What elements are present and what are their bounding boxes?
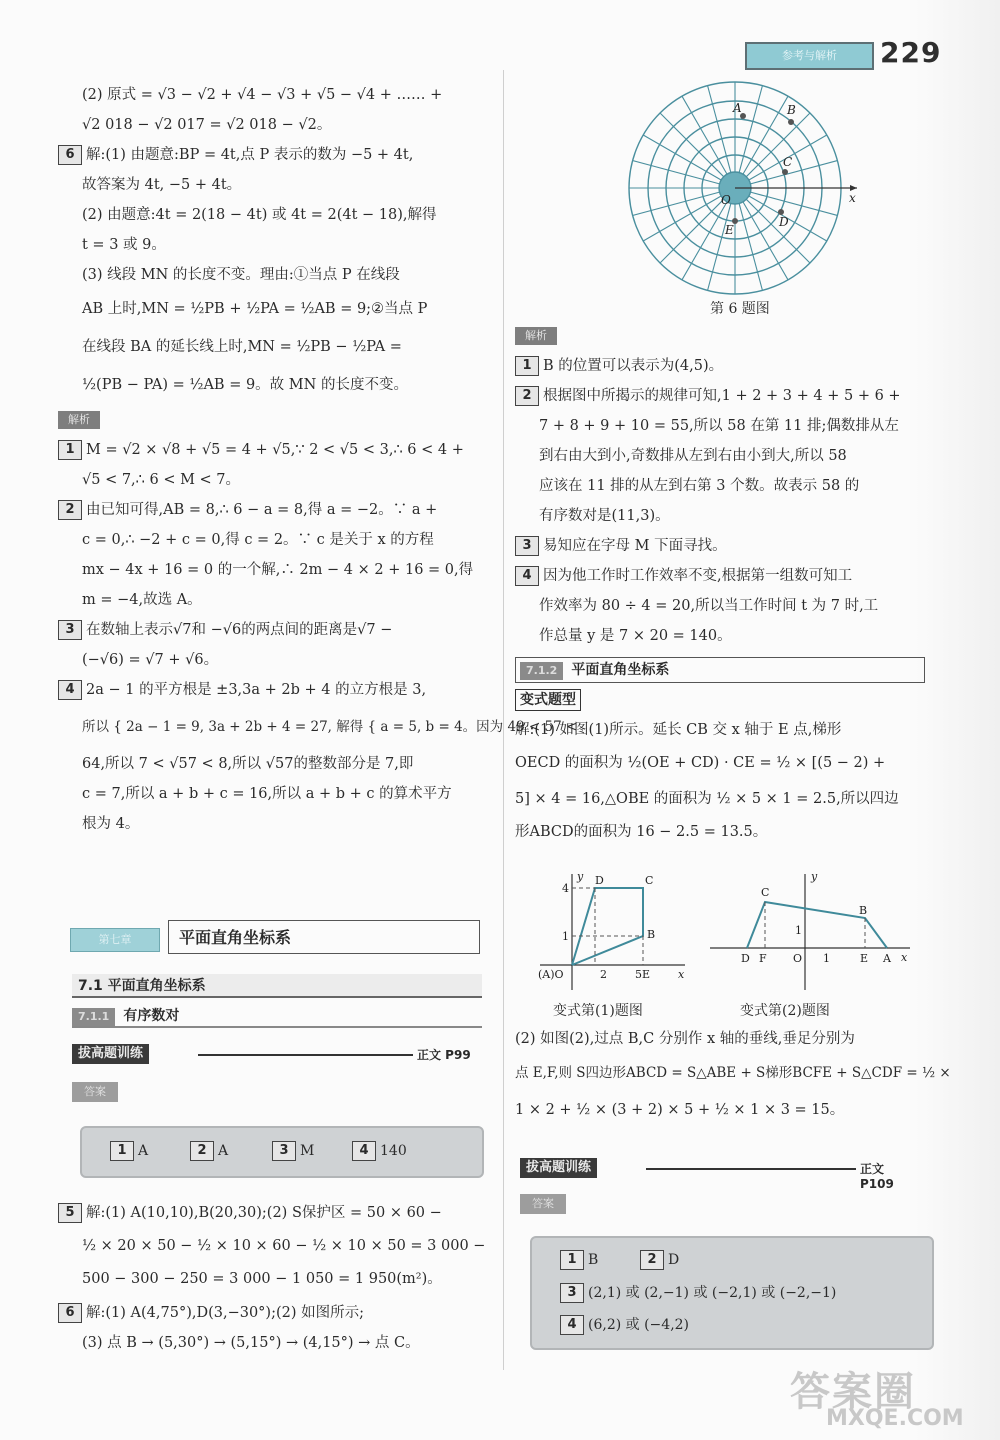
tick-label: 4 — [562, 882, 569, 895]
answer-item — [190, 1141, 228, 1161]
question-number: 1 — [58, 440, 82, 460]
label-b: B — [647, 928, 656, 941]
text-line: (3) 线段 MN 的长度不变。理由:①当点 P 在线段 — [82, 267, 400, 283]
text-line: 5] × 4 = 16,△OBE 的面积为 ½ × 5 × 1 = 2.5,所以四边 — [515, 791, 899, 807]
label-o: O — [793, 952, 803, 965]
text-line: m = −4,故选 A。 — [82, 592, 202, 608]
section-title: 7.1 平面直角坐标系 — [72, 974, 482, 998]
label-y: y — [577, 870, 584, 883]
section-label: 平面直角坐标系 — [571, 662, 670, 678]
page-number: 229 — [880, 36, 942, 69]
question-number: 1 — [515, 356, 539, 376]
answer-box — [80, 1126, 484, 1178]
point-b — [788, 119, 794, 125]
analysis-label: 解析 — [58, 411, 100, 429]
label-f: F — [759, 952, 767, 965]
left-bottom-block — [58, 1198, 486, 1358]
text-line: OECD 的面积为 ½(OE + CD) · CE = ½ × [(5 − 2) + — [515, 755, 886, 771]
polar-spoke — [743, 96, 788, 174]
question-number: 2 — [515, 386, 539, 406]
subsection-label: 有序数对 — [123, 1008, 180, 1024]
textbook-ref: 正文 P99 — [417, 1048, 471, 1062]
text-line: 因为他工作时工作效率不变,根据第一组数可知工 — [543, 568, 853, 584]
label-x: x — [849, 191, 856, 205]
figure-caption: 第 6 题图 — [710, 301, 770, 317]
question-number: 3 — [515, 536, 539, 556]
answer-item — [560, 1282, 836, 1303]
text-line: (2) 原式 = √3 − √2 + √4 − √3 + √5 − √4 + …… + — [82, 87, 443, 103]
text-line: 解:(1) A(4,75°),D(3,−30°);(2) 如图所示; — [86, 1305, 365, 1321]
text-line: 到右由大到小,奇数排从左到右由小到大,所以 58 — [539, 448, 847, 464]
label-e: E — [725, 223, 734, 237]
chapter-header — [70, 920, 482, 956]
polar-spoke — [682, 202, 727, 280]
variant-figure-1 — [535, 870, 690, 995]
text-line: (3) 点 B → (5,30°) → (5,15°) → (4,15°) → 点 C。 — [82, 1335, 420, 1351]
training-header — [72, 1044, 482, 1066]
answer-item — [560, 1250, 598, 1270]
chapter-title: 平面直角坐标系 — [168, 920, 480, 954]
chapter-tag: 第七章 — [70, 928, 160, 952]
training-arrow — [198, 1054, 413, 1056]
label-a: (A)O — [538, 968, 564, 981]
answer-item — [110, 1141, 148, 1161]
answer-tag: 答案 — [72, 1082, 118, 1102]
right-bottom-block — [515, 1024, 951, 1128]
watermark-text: 答案圈 — [790, 1369, 916, 1415]
tick-label: 2 — [600, 968, 607, 981]
label-y: y — [811, 870, 818, 883]
answer-value: D — [668, 1252, 680, 1268]
text-line: (2) 由题意:4t = 2(18 − 4t) 或 4t = 2(4t − 18),解得 — [82, 207, 437, 223]
polar-spoke — [682, 96, 727, 174]
answer-number: 4 — [560, 1315, 584, 1335]
watermark-url: MXQE.COM — [826, 1406, 964, 1431]
text-line: c = 7,所以 a + b + c = 16,所以 a + b + c 的算术平方 — [82, 786, 452, 802]
question-number: 3 — [58, 620, 82, 640]
training-label: 拔高题训练 — [520, 1158, 597, 1178]
label-b: B — [859, 904, 868, 917]
text-line: 7 + 8 + 9 + 10 = 55,所以 58 在第 11 排;偶数排从左 — [539, 418, 899, 434]
label-c: C — [761, 886, 770, 899]
section-number: 7.1.2 — [520, 662, 563, 680]
text-line: 所以 { 2a − 1 = 9, 3a + 2b + 4 = 27, 解得 { a = 5, b = 4。因为 49 < 57 < — [82, 719, 578, 735]
text-line: (2) 如图(2),过点 B,C 分别作 x 轴的垂线,垂足分别为 — [515, 1031, 855, 1047]
tick-label: 5E — [635, 968, 651, 981]
text-line: 解:(1) A(10,10),B(20,30);(2) S保护区 = 50 × 60 − — [86, 1205, 442, 1221]
answer-number: 4 — [352, 1141, 376, 1161]
label-d: D — [779, 215, 789, 229]
question-number: 2 — [58, 500, 82, 520]
answer-value: A — [138, 1143, 149, 1159]
analysis-label: 解析 — [515, 327, 557, 345]
text-line: t = 3 或 9。 — [82, 237, 166, 253]
text-line: 应该在 11 排的从左到右第 3 个数。故表示 58 的 — [539, 478, 860, 494]
text-line: 解:(1) 如图(1)所示。延长 CB 交 x 轴于 E 点,梯形 — [515, 722, 842, 738]
text-line: 2a − 1 的平方根是 ±3,3a + 2b + 4 的立方根是 3, — [86, 682, 427, 698]
variant-figure-2 — [705, 870, 915, 995]
text-line: √2 018 − √2 017 = √2 018 − √2。 — [82, 117, 332, 133]
polar-spoke — [643, 196, 721, 241]
text-line: 在线段 BA 的延长线上时,MN = ½PB − ½PA = — [82, 339, 402, 355]
question-number: 6 — [58, 1303, 82, 1323]
text-line: 易知应在字母 M 下面寻找。 — [543, 538, 727, 554]
polar-spoke — [643, 135, 721, 180]
answer-item — [560, 1314, 689, 1335]
training-header — [520, 1158, 920, 1191]
label-c: C — [645, 874, 654, 887]
subsection-title — [72, 1004, 482, 1028]
training-label: 拔高题训练 — [72, 1044, 149, 1064]
text-line: 64,所以 7 < √57 < 8,所以 √57的整数部分是 7,即 — [82, 756, 414, 772]
label-x: x — [678, 968, 685, 981]
text-line: M = √2 × √8 + √5 = 4 + √5,∵ 2 < √5 < 3,∴ 6 < 4 + — [86, 442, 464, 458]
watermark — [790, 1360, 964, 1431]
text-line: mx − 4x + 16 = 0 的一个解,∴ 2m − 4 × 2 + 16 = 0,得 — [82, 562, 474, 578]
header-tag: 参考与解析 — [745, 42, 874, 70]
text-line: ½ × 20 × 50 − ½ × 10 × 60 − ½ × 10 × 50 = 3 000 − — [82, 1238, 486, 1254]
answer-box — [530, 1236, 934, 1350]
label-b: B — [787, 103, 796, 117]
label-a: A — [733, 101, 742, 115]
textbook-ref: 正文 P109 — [860, 1162, 894, 1191]
question-number: 6 — [58, 145, 82, 165]
text-line: 有序数对是(11,3)。 — [539, 508, 670, 524]
quadrilateral-abcd — [572, 888, 643, 965]
answer-number: 2 — [640, 1250, 664, 1270]
polar-grid-figure — [625, 78, 865, 298]
label-d: D — [741, 952, 750, 965]
label-d: D — [595, 874, 604, 887]
text-line: 作效率为 80 ÷ 4 = 20,所以当工作时间 t 为 7 时,工 — [539, 598, 879, 614]
text-line: AB 上时,MN = ½PB + ½PA = ½AB = 9;②当点 P — [82, 301, 428, 317]
text-line: (−√6) = √7 + √6。 — [82, 652, 219, 668]
answer-number: 3 — [560, 1283, 584, 1303]
text-line: 根据图中所揭示的规律可知,1 + 2 + 3 + 4 + 5 + 6 + — [543, 388, 901, 404]
text-line: 500 − 300 − 250 = 3 000 − 1 050 = 1 950(m²)。 — [82, 1271, 442, 1287]
label-c: C — [783, 155, 793, 169]
tick-label: 1 — [823, 952, 830, 965]
answer-number: 3 — [272, 1141, 296, 1161]
figure-caption: 变式第(1)题图 — [553, 1003, 643, 1019]
text-line: 由已知可得,AB = 8,∴ 6 − a = 8,得 a = −2。∵ a + — [86, 502, 438, 518]
text-line: 故答案为 4t, −5 + 4t。 — [82, 177, 242, 193]
text-line: 根为 4。 — [82, 816, 140, 832]
text-line: 解:(1) 由题意:BP = 4t,点 P 表示的数为 −5 + 4t, — [86, 147, 414, 163]
tick-label: 1 — [795, 924, 802, 937]
label-x: x — [901, 951, 908, 964]
answer-item — [352, 1141, 407, 1161]
answer-item — [640, 1250, 679, 1270]
question-number: 4 — [515, 566, 539, 586]
question-number: 4 — [58, 680, 82, 700]
answer-item — [272, 1141, 314, 1161]
answer-number: 1 — [110, 1141, 134, 1161]
label-a: A — [883, 952, 891, 965]
section-title — [515, 657, 925, 683]
answer-value: M — [300, 1143, 315, 1159]
answer-value: 140 — [380, 1143, 407, 1159]
text-line: √5 < 7,∴ 6 < M < 7。 — [82, 472, 241, 488]
text-line: ½(PB − PA) = ½AB = 9。故 MN 的长度不变。 — [82, 377, 408, 393]
point-c — [782, 169, 788, 175]
answer-number: 1 — [560, 1250, 584, 1270]
question-number: 5 — [58, 1203, 82, 1223]
tick-label: 1 — [562, 930, 569, 943]
answer-value: (2,1) 或 (2,−1) 或 (−2,1) 或 (−2,−1) — [588, 1285, 837, 1301]
label-o: O — [721, 193, 731, 207]
answer-value: A — [218, 1143, 229, 1159]
text-line: 1 × 2 + ½ × (3 + 2) × 5 + ½ × 1 × 3 = 15。 — [515, 1102, 845, 1118]
text-line: B 的位置可以表示为(4,5)。 — [543, 358, 724, 374]
label-e: E — [860, 952, 869, 965]
text-line: 点 E,F,则 S四边形ABCD = S△ABE + S梯形BCFE + S△CDF = ½ × — [515, 1065, 951, 1081]
answer-value: (6,2) 或 (−4,2) — [588, 1317, 690, 1333]
text-line: 作总量 y 是 7 × 20 = 140。 — [539, 628, 732, 644]
text-line: 形ABCD的面积为 16 − 2.5 = 13.5。 — [515, 824, 768, 840]
answer-value: B — [588, 1252, 599, 1268]
text-line: 在数轴上表示√7和 −√6的两点间的距离是√7 − — [86, 622, 393, 638]
variant-label: 变式题型 — [515, 689, 581, 711]
answer-tag: 答案 — [520, 1194, 566, 1214]
training-arrow — [646, 1168, 856, 1170]
subsection-number: 7.1.1 — [72, 1008, 115, 1026]
text-line: c = 0,∴ −2 + c = 0,得 c = 2。∵ c 是关于 x 的方程 — [82, 532, 434, 548]
figure-caption: 变式第(2)题图 — [740, 1003, 830, 1019]
answer-number: 2 — [190, 1141, 214, 1161]
right-column — [515, 320, 935, 847]
